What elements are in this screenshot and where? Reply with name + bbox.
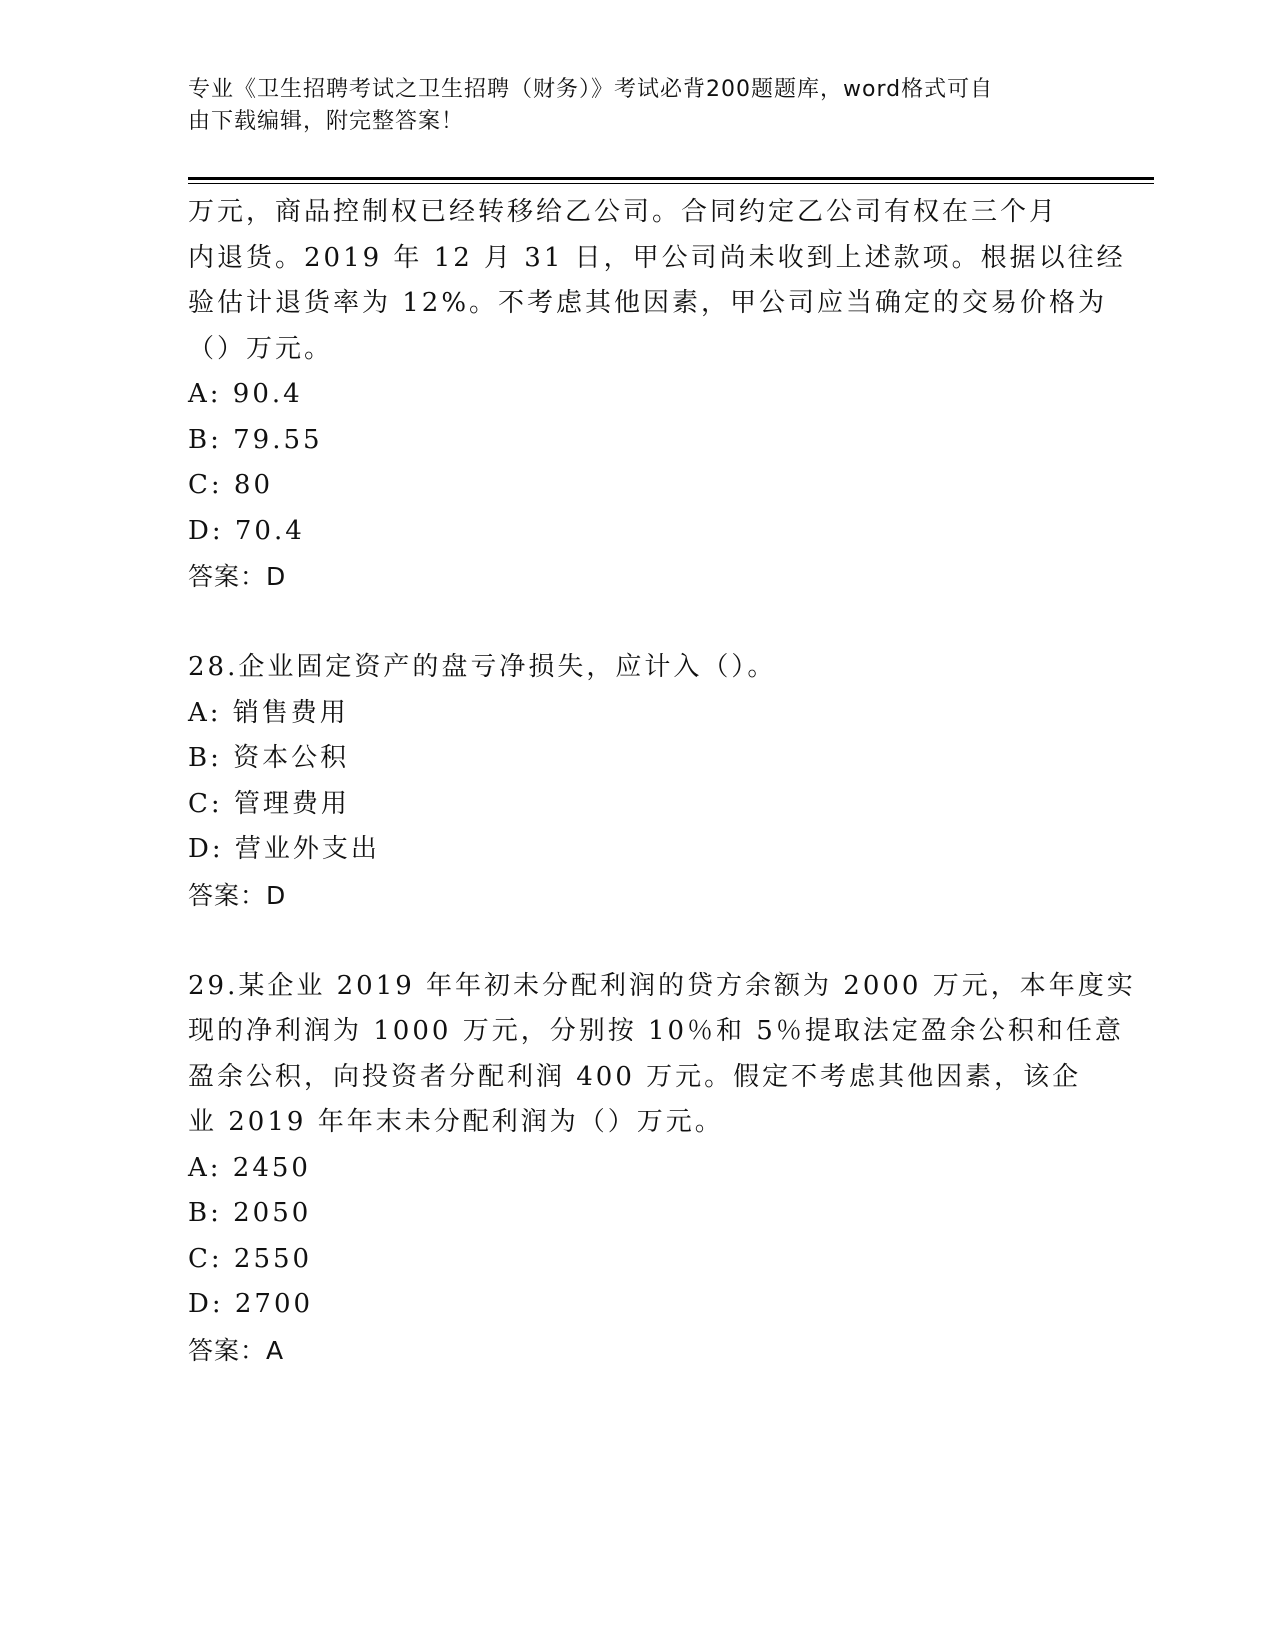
- spacer: [188, 918, 1088, 964]
- option-d: D: 2700: [188, 1289, 314, 1319]
- question-text-line: 28.企业固定资产的盘亏净损失，应计入（）。: [188, 652, 777, 682]
- question-text-line: 万元，商品控制权已经转移给乙公司。合同约定乙公司有权在三个月: [188, 197, 1059, 227]
- option-d: D: 营业外支出: [188, 834, 380, 864]
- question-text-line: 现的净利润为 1000 万元，分别按 10％和 5％提取法定盈余公积和任意: [188, 1016, 1124, 1046]
- option-a: A: 90.4: [188, 379, 303, 409]
- question-text-line: 29.某企业 2019 年年初未分配利润的贷方余额为 2000 万元，本年度实: [188, 970, 1136, 1001]
- answer-line: 答案：D: [188, 880, 287, 910]
- option-a: A: 2450: [188, 1152, 311, 1183]
- option-c: C: 管理费用: [188, 788, 350, 819]
- header-divider-thick: [188, 177, 1154, 180]
- header-divider-thin: [188, 183, 1154, 184]
- option-a: A: 销售费用: [188, 697, 349, 728]
- header-line-1: 专业《卫生招聘考试之卫生招聘（财务）》考试必背200题题库，word格式可自: [188, 77, 994, 102]
- page-header: [188, 74, 1088, 138]
- question-list: [188, 190, 1136, 1373]
- option-b: B: 2050: [188, 1198, 312, 1228]
- option-b: B: 资本公积: [188, 743, 350, 773]
- option-d: D: 70.4: [188, 515, 305, 546]
- question-text-line: （）万元。: [188, 333, 334, 364]
- question-text-line: 内退货。2019 年 12 月 31 日，甲公司尚未收到上述款项。根据以往经: [188, 242, 1126, 273]
- question-28: [188, 645, 1088, 918]
- question-text-line: 业 2019 年年末未分配利润为（）万元。: [188, 1107, 724, 1137]
- answer-line: 答案：A: [188, 1335, 285, 1365]
- question-text-line: 验估计退货率为 12%。不考虑其他因素，甲公司应当确定的交易价格为: [188, 288, 1108, 318]
- header-line-2: 由下载编辑，附完整答案！: [188, 109, 465, 134]
- option-b: B: 79.55: [188, 424, 323, 455]
- question-29: [188, 964, 1136, 1374]
- option-c: C: 80: [188, 470, 274, 500]
- question-27: [188, 190, 1126, 600]
- answer-line: 答案：D: [188, 562, 287, 591]
- option-c: C: 2550: [188, 1243, 313, 1274]
- question-text-line: 盈余公积，向投资者分配利润 400 万元。假定不考虑其他因素，该企: [188, 1061, 1082, 1092]
- spacer: [188, 600, 1088, 646]
